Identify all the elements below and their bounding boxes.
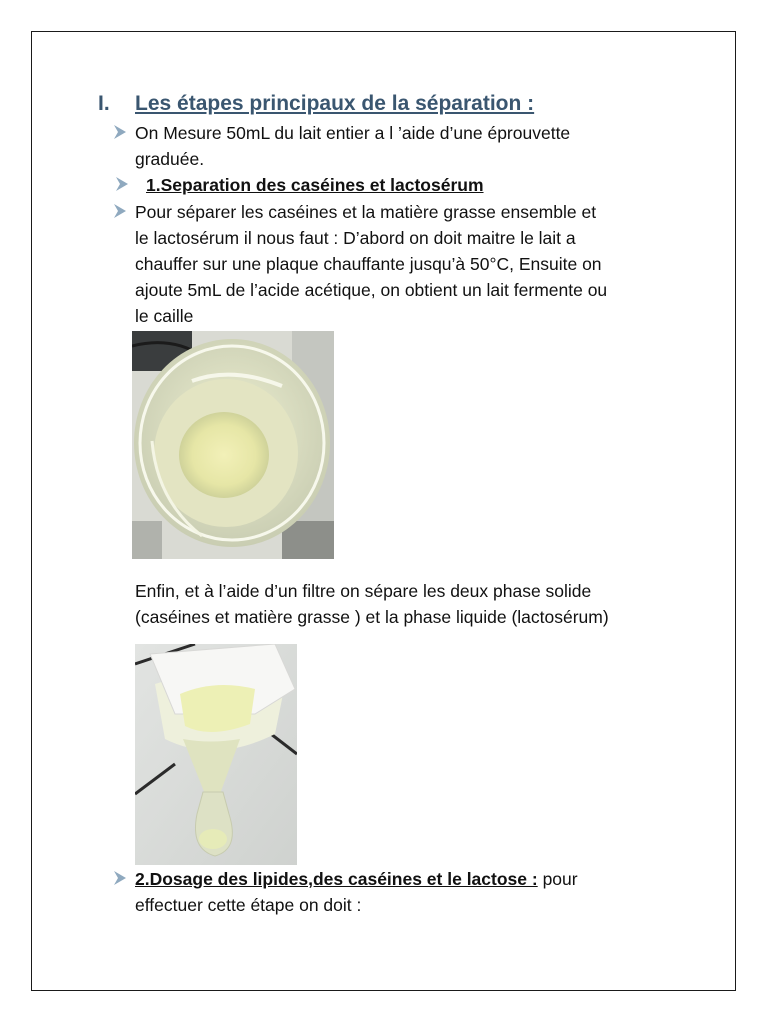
section-number: I.	[98, 92, 110, 115]
bullet-4-line-2: effectuer cette étape on doit :	[135, 895, 362, 915]
section-title: Les étapes principaux de la séparation :	[135, 92, 535, 115]
bullet-3-line-1: Pour séparer les caséines et la matière grasse ensemble et	[135, 202, 597, 222]
bullet-1-line-2: graduée.	[135, 149, 205, 169]
bullet-4-line-1	[135, 866, 578, 892]
bullet-3-line-5: le caille	[135, 306, 194, 326]
arrow-bullet-icon	[113, 870, 127, 886]
arrow-bullet-icon	[113, 124, 127, 140]
subheading-separation: 1.Separation des caséines et lactosérum	[146, 175, 484, 195]
photo-filter-funnel	[135, 644, 297, 865]
paragraph-line-2: (caséines et matière grasse ) et la phase liquide (lactosérum)	[135, 607, 609, 627]
subheading-dosage: 2.Dosage des lipides,des caséines et le lactose :	[135, 869, 538, 889]
bullet-3-line-3: chauffer sur une plaque chauffante jusqu’à 50°C, Ensuite on	[135, 254, 602, 274]
bullet-3-line-4: ajoute 5mL de l’acide acétique, on obtient un lait fermente ou	[135, 280, 608, 300]
bullet-1-line-1: On Mesure 50mL du lait entier a l ’aide d’une éprouvette	[135, 123, 571, 143]
bullet-3-line-2: le lactosérum il nous faut : D’abord on doit maitre le lait a	[135, 228, 576, 248]
bullet-4-rest: pour	[537, 869, 578, 889]
section-heading	[98, 92, 534, 116]
arrow-bullet-icon	[115, 176, 129, 192]
paragraph-line-1: Enfin, et à l’aide d’un filtre on sépare les deux phase solide	[135, 581, 592, 601]
arrow-bullet-icon	[113, 203, 127, 219]
photo-beaker-curdled-milk	[132, 331, 334, 559]
